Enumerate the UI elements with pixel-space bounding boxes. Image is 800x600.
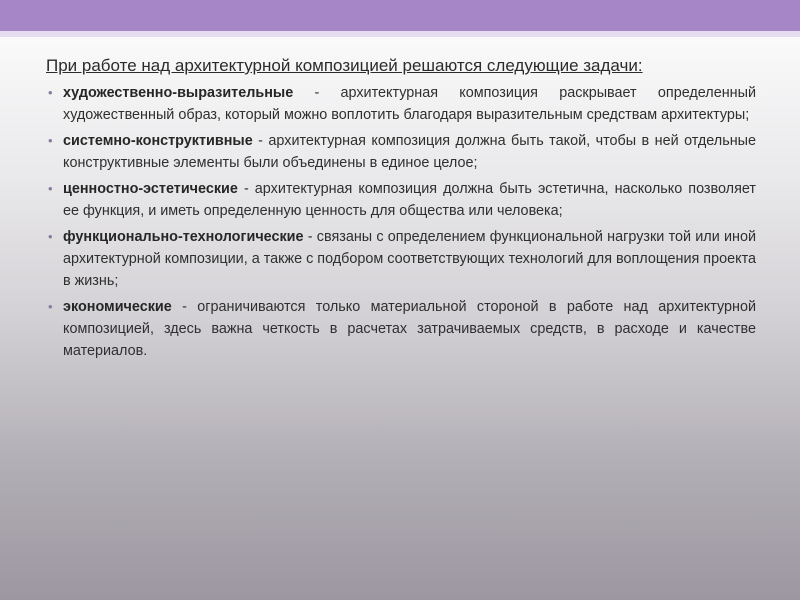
task-list bbox=[46, 82, 756, 362]
header-bar bbox=[0, 0, 800, 31]
list-item bbox=[46, 178, 756, 222]
header-divider bbox=[0, 31, 800, 37]
task-description: - архитектурная композиция должна быть такой, чтобы в ней отдельные конструктивные элементы были объединены в единое целое; bbox=[63, 133, 756, 171]
task-term: ценностно-эстетические bbox=[63, 181, 238, 197]
task-description: - архитектурная композиция раскрывает определенный художественный образ, который можно воплотить благодаря выразительным средствам архитектуры; bbox=[63, 85, 756, 123]
list-item bbox=[46, 296, 756, 362]
list-item bbox=[46, 226, 756, 292]
task-term: экономические bbox=[63, 299, 172, 315]
bullet-icon: • bbox=[48, 133, 53, 148]
task-term: функционально-технологические bbox=[63, 229, 304, 245]
bullet-icon: • bbox=[48, 85, 53, 100]
bullet-icon: • bbox=[48, 229, 53, 244]
slide-content bbox=[46, 56, 756, 366]
bullet-icon: • bbox=[48, 181, 53, 196]
task-description: - связаны с определением функциональной нагрузки той или иной архитектурной композиции, а также с подбором соответствующих технологий для воплощения проекта в жизнь; bbox=[63, 229, 756, 289]
list-item bbox=[46, 130, 756, 174]
task-description: - архитектурная композиция должна быть эстетична, насколько позволяет ее функция, и иметь определенную ценность для общества или человека; bbox=[63, 181, 756, 219]
list-item bbox=[46, 82, 756, 126]
task-term: художественно-выразительные bbox=[63, 85, 294, 101]
bullet-icon: • bbox=[48, 299, 53, 314]
task-description: - ограничиваются только материальной стороной в работе над архитектурной композицией, здесь важна четкость в расчетах затрачиваемых средств, в расходе и качестве материалов. bbox=[63, 299, 756, 359]
intro-heading: При работе над архитектурной композицией решаются следующие задачи: bbox=[46, 56, 643, 75]
task-term: системно-конструктивные bbox=[63, 133, 253, 149]
